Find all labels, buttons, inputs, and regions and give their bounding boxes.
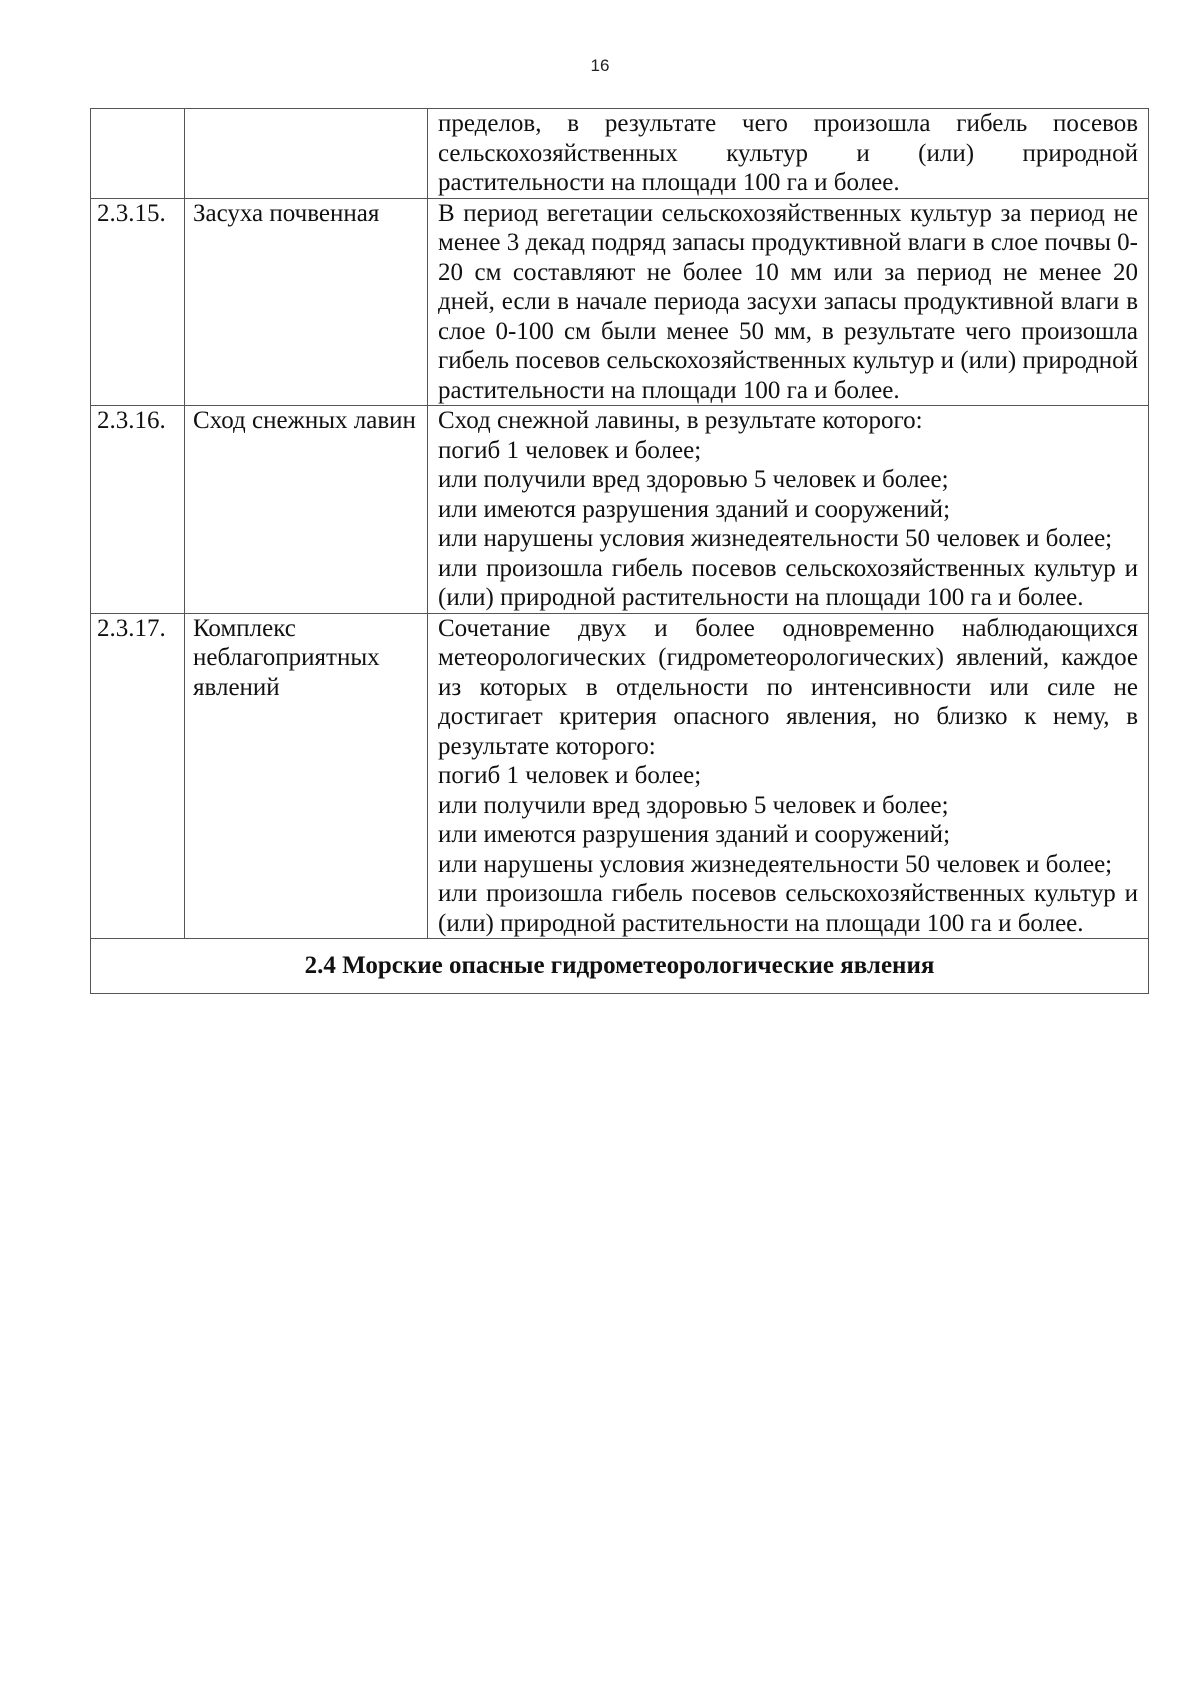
- description-paragraph: или имеются разрушения зданий и сооружений;: [438, 495, 951, 523]
- description-paragraph: Сочетание двух и более одновременно наблюдающихся метеорологических (гидрометеорологических) явлений, каждое из которых в отдельности по интенсивности или силе не достигает критерия опасного явления, но близко к нему, в результате которого:: [438, 614, 1138, 760]
- item-description: [428, 406, 1149, 614]
- item-number: 2.3.17.: [91, 613, 185, 939]
- item-name: Сход снежных лавин: [185, 406, 428, 614]
- item-name: Комплекс неблагоприятных явлений: [185, 613, 428, 939]
- section-heading: 2.4 Морские опасные гидрометеорологические явления: [91, 939, 1149, 994]
- item-description: [428, 109, 1149, 199]
- description-paragraph: или произошла гибель посевов сельскохозяйственных культур и (или) природной растительности на площади 100 га и более.: [438, 554, 1138, 611]
- item-number: 2.3.16.: [91, 406, 185, 614]
- description-paragraph: В период вегетации сельскохозяйственных культур за период не менее 3 декад подряд запасы продуктивной влаги в слое почвы 0-20 см составляют не более 10 мм или за период не менее 20 дней, если в начале периода засухи запасы продуктивной влаги в слое 0-100 см были менее 50 мм, в результате чего произошла гибель посевов сельскохозяйственных культур и (или) природной растительности на площади 100 га и более.: [438, 199, 1138, 404]
- table-row: [91, 198, 1149, 406]
- description-paragraph: или получили вред здоровью 5 человек и более;: [438, 466, 949, 493]
- item-description: [428, 198, 1149, 406]
- section-heading-row: [91, 939, 1149, 994]
- item-description: [428, 613, 1149, 939]
- description-paragraph: пределов, в результате чего произошла гибель посевов сельскохозяйственных культур и (или) природной растительности на площади 100 га и более.: [438, 110, 1138, 196]
- item-number: 2.3.15.: [91, 198, 185, 406]
- table-row: [91, 613, 1149, 939]
- description-paragraph: Сход снежной лавины, в результате которого:: [438, 407, 923, 434]
- page-number: 16: [590, 56, 610, 75]
- description-paragraph: погиб 1 человек и более;: [438, 762, 702, 789]
- item-number: [91, 109, 185, 199]
- description-paragraph: или произошла гибель посевов сельскохозяйственных культур и (или) природной растительности на площади 100 га и более.: [438, 880, 1138, 937]
- description-paragraph: или нарушены условия жизнедеятельности 50 человек и более;: [438, 850, 1113, 878]
- description-paragraph: или имеются разрушения зданий и сооружений;: [438, 821, 951, 848]
- description-paragraph: погиб 1 человек и более;: [438, 436, 702, 464]
- description-paragraph: или получили вред здоровью 5 человек и более;: [438, 791, 949, 819]
- item-name: [185, 109, 428, 199]
- description-paragraph: или нарушены условия жизнедеятельности 50 человек и более;: [438, 525, 1113, 552]
- table-row: [91, 109, 1149, 199]
- item-name: Засуха почвенная: [185, 198, 428, 406]
- hazard-criteria-table: [90, 108, 1149, 994]
- table-row: [91, 406, 1149, 614]
